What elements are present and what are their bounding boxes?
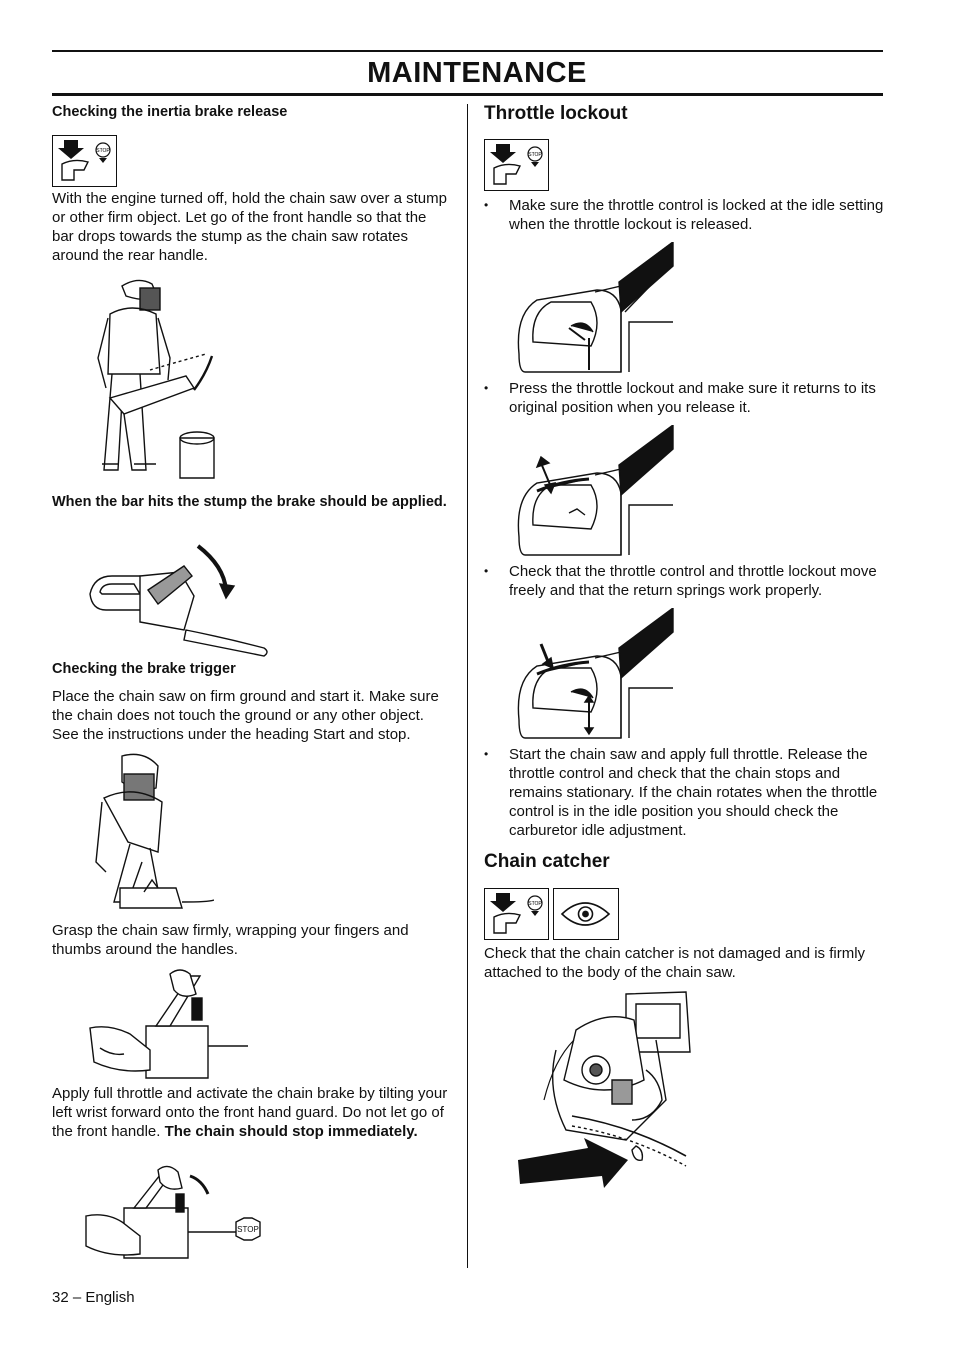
header-rule-bottom (52, 93, 883, 96)
throttle-lockout-illustration-2 (515, 425, 675, 557)
catcher-heading: Chain catcher (484, 851, 610, 872)
eye-inspect-icon (553, 888, 619, 940)
bullet-text: Start the chain saw and apply full throttle. Release the throttle control and check that the chain stops and remains stationary. If the chain rotates when the throttle control is in the idle position you should check the carburetor idle adjustment. (509, 746, 878, 839)
brake-activated-illustration (84, 1162, 279, 1262)
throttle-heading: Throttle lockout (484, 103, 628, 124)
bullet-dot: • (484, 564, 489, 578)
page-title: MAINTENANCE (367, 57, 587, 89)
stop-engine-icon (484, 139, 549, 191)
throttle-lockout-illustration-3 (515, 608, 675, 740)
stop-engine-icon (484, 888, 549, 940)
header-rule-top (52, 50, 883, 52)
trigger-text-3-regular: Apply full throttle and activate the chain brake by tilting your left wrist forward onto the front hand guard. Do not let go of the front handle. (52, 1085, 448, 1140)
grip-handles-illustration (86, 966, 251, 1081)
trigger-text-1: Place the chain saw on firm ground and start it. Make sure the chain does not touch the ground or any other object. See the instructions under the heading Start and stop. (52, 688, 439, 743)
throttle-lockout-illustration-1 (515, 242, 675, 374)
inertia-caption: When the bar hits the stump the brake should be applied. (52, 494, 447, 510)
catcher-text: Check that the chain catcher is not damaged and is firmly attached to the body of the chain saw. (484, 945, 866, 981)
svg-text:STOP: STOP (96, 148, 110, 154)
throttle-bullet-3 (484, 562, 889, 600)
trigger-text-3 (52, 1084, 452, 1141)
chain-catcher-illustration (516, 990, 691, 1190)
inertia-heading: Checking the inertia brake release (52, 104, 288, 120)
throttle-bullet-2 (484, 379, 889, 417)
bullet-dot: • (484, 747, 489, 761)
svg-text:STOP: STOP (528, 901, 542, 907)
brake-applied-illustration (86, 538, 271, 658)
inertia-text: With the engine turned off, hold the chain saw over a stump or other firm object. Let go of the front handle so that the bar drops towards the stump as the chain saw rotates around the rear handle. (52, 190, 447, 264)
trigger-heading: Checking the brake trigger (52, 661, 236, 677)
svg-text:STOP: STOP (237, 1225, 259, 1234)
page-footer: 32 – English (52, 1289, 135, 1306)
inertia-test-illustration (82, 274, 222, 484)
trigger-text-3-bold: The chain should stop immediately. (164, 1123, 418, 1140)
column-divider (467, 104, 468, 1268)
bullet-dot: • (484, 381, 489, 395)
throttle-bullet-4 (484, 745, 889, 840)
bullet-text: Make sure the throttle control is locked at the idle setting when the throttle lockout is released. (509, 197, 884, 233)
svg-text:STOP: STOP (528, 152, 542, 158)
throttle-bullet-1 (484, 196, 889, 234)
bullet-text: Press the throttle lockout and make sure it returns to its original position when you release it. (509, 380, 876, 416)
start-saw-illustration (84, 752, 214, 917)
bullet-text: Check that the throttle control and throttle lockout move freely and that the return springs work properly. (509, 563, 877, 599)
trigger-text-2: Grasp the chain saw firmly, wrapping your fingers and thumbs around the handles. (52, 922, 409, 958)
bullet-dot: • (484, 198, 489, 212)
stop-engine-icon (52, 135, 117, 187)
